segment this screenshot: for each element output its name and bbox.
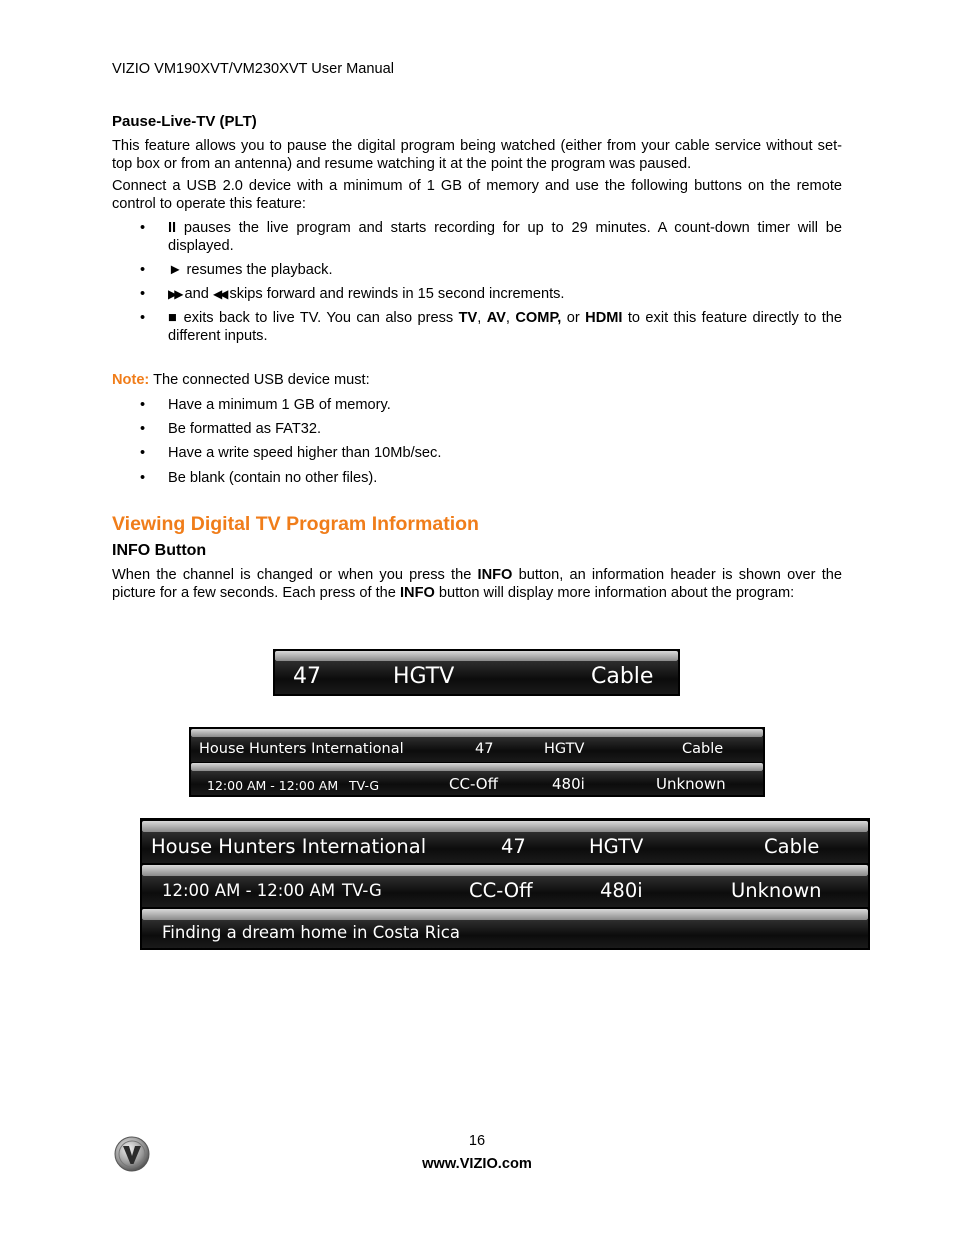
list-item-text: ► resumes the playback. xyxy=(168,262,333,278)
list-item-text: Be blank (contain no other files). xyxy=(168,470,378,486)
banner-channel: 47 xyxy=(475,741,494,757)
banner-cc: CC-Off xyxy=(469,879,533,902)
list-item xyxy=(140,309,842,345)
key-hdmi: HDMI xyxy=(585,310,623,326)
info-banner-basic xyxy=(273,649,680,696)
bullet-icon: • xyxy=(140,286,146,302)
banner-bar xyxy=(142,909,868,920)
bullet-icon: • xyxy=(140,445,146,461)
rewind-icon: ◀◀ xyxy=(212,287,226,301)
list-item-text: to exit this feature directly to the different inputs. xyxy=(168,310,843,344)
banner-rating: TV-G xyxy=(342,881,382,900)
key-comp: COMP, xyxy=(515,310,562,326)
list-item xyxy=(140,285,842,303)
list-item-text: Be formatted as FAT32. xyxy=(168,421,322,437)
banner-source: Cable xyxy=(764,835,820,858)
list-item-text: exits back to live TV. You can also press xyxy=(178,310,459,326)
banner-network: HGTV xyxy=(393,664,455,689)
info-banner-full xyxy=(140,818,870,950)
banner-audio: Unknown xyxy=(656,775,726,793)
banner-description: Finding a dream home in Costa Rica xyxy=(162,923,460,942)
list-item-text: Have a minimum 1 GB of memory. xyxy=(168,397,391,413)
separator: , xyxy=(477,310,487,326)
plt-button-list xyxy=(140,219,842,345)
banner-program: House Hunters International xyxy=(199,741,404,757)
usb-requirements-list xyxy=(140,396,842,487)
plt-connect: Connect a USB 2.0 device with a minimum of 1 GB of memory and use the following buttons on the remote control to operate this feature: xyxy=(112,178,842,212)
plt-heading: Pause-Live-TV (PLT) xyxy=(112,113,257,130)
banner-time: 12:00 AM - 12:00 AM xyxy=(207,778,339,793)
separator: , xyxy=(505,310,516,326)
paragraph-text: button will display more information about the program: xyxy=(434,585,795,601)
list-item xyxy=(140,261,842,279)
fast-forward-icon: ▶▶ xyxy=(168,287,181,301)
info-banner-detail xyxy=(189,727,765,797)
pause-key: II xyxy=(168,220,177,236)
banner-source: Cable xyxy=(682,741,724,757)
banner-source: Cable xyxy=(591,664,654,689)
banner-bar xyxy=(142,821,868,832)
list-item-text: pauses the live program and starts recording for up to 29 minutes. A count-down timer will be displayed. xyxy=(168,220,842,254)
list-item xyxy=(140,469,842,487)
bullet-icon: • xyxy=(140,397,146,413)
banner-bar xyxy=(275,651,678,661)
paragraph-text: When the channel is changed or when you press the xyxy=(112,567,478,583)
section-heading: Viewing Digital TV Program Information xyxy=(112,513,479,535)
paragraph-text: button, an information header is shown over the picture for a few seconds. Each press of the xyxy=(112,567,842,601)
banner-bar xyxy=(142,865,868,876)
running-header: VIZIO VM190XVT/VM230XVT User Manual xyxy=(112,61,394,77)
page-number: 16 xyxy=(468,1133,486,1149)
list-item xyxy=(140,219,842,255)
list-item xyxy=(140,396,842,414)
bullet-icon: • xyxy=(140,310,146,326)
list-item-text: and xyxy=(180,286,213,302)
website-link[interactable]: www.VIZIO.com xyxy=(422,1156,532,1172)
note-line xyxy=(112,372,370,388)
banner-network: HGTV xyxy=(544,741,585,757)
banner-resolution: 480i xyxy=(552,775,585,793)
banner-channel: 47 xyxy=(501,835,526,858)
info-paragraph xyxy=(112,566,842,602)
banner-bar xyxy=(191,763,763,771)
key-av: AV xyxy=(486,310,506,326)
banner-audio: Unknown xyxy=(731,879,822,902)
note-text: The connected USB device must: xyxy=(149,372,370,388)
list-item xyxy=(140,420,842,438)
banner-rating: TV-G xyxy=(349,778,380,793)
banner-channel: 47 xyxy=(293,664,321,689)
banner-time: 12:00 AM - 12:00 AM xyxy=(162,881,336,900)
bullet-icon: • xyxy=(140,421,146,437)
info-key: INFO xyxy=(477,567,513,583)
note-label: Note: xyxy=(112,372,150,388)
key-tv: TV xyxy=(458,310,478,326)
bullet-icon: • xyxy=(140,262,146,278)
list-item xyxy=(140,444,842,462)
banner-bar xyxy=(191,729,763,737)
list-item-text: skips forward and rewinds in 15 second increments. xyxy=(225,286,565,302)
info-button-heading: INFO Button xyxy=(112,542,207,559)
list-item-text: Have a write speed higher than 10Mb/sec. xyxy=(168,445,442,461)
banner-cc: CC-Off xyxy=(449,775,498,793)
banner-network: HGTV xyxy=(589,835,644,858)
separator: or xyxy=(561,310,586,326)
banner-resolution: 480i xyxy=(600,879,643,902)
info-key: INFO xyxy=(399,585,435,601)
bullet-icon: • xyxy=(140,220,146,236)
plt-intro: This feature allows you to pause the digital program being watched (either from your cable service without set-top box or from an antenna) and resume watching it at the point the program was paused. xyxy=(112,138,842,172)
bullet-icon: • xyxy=(140,470,146,486)
stop-icon: ■ xyxy=(168,310,179,326)
banner-program: House Hunters International xyxy=(151,835,427,858)
